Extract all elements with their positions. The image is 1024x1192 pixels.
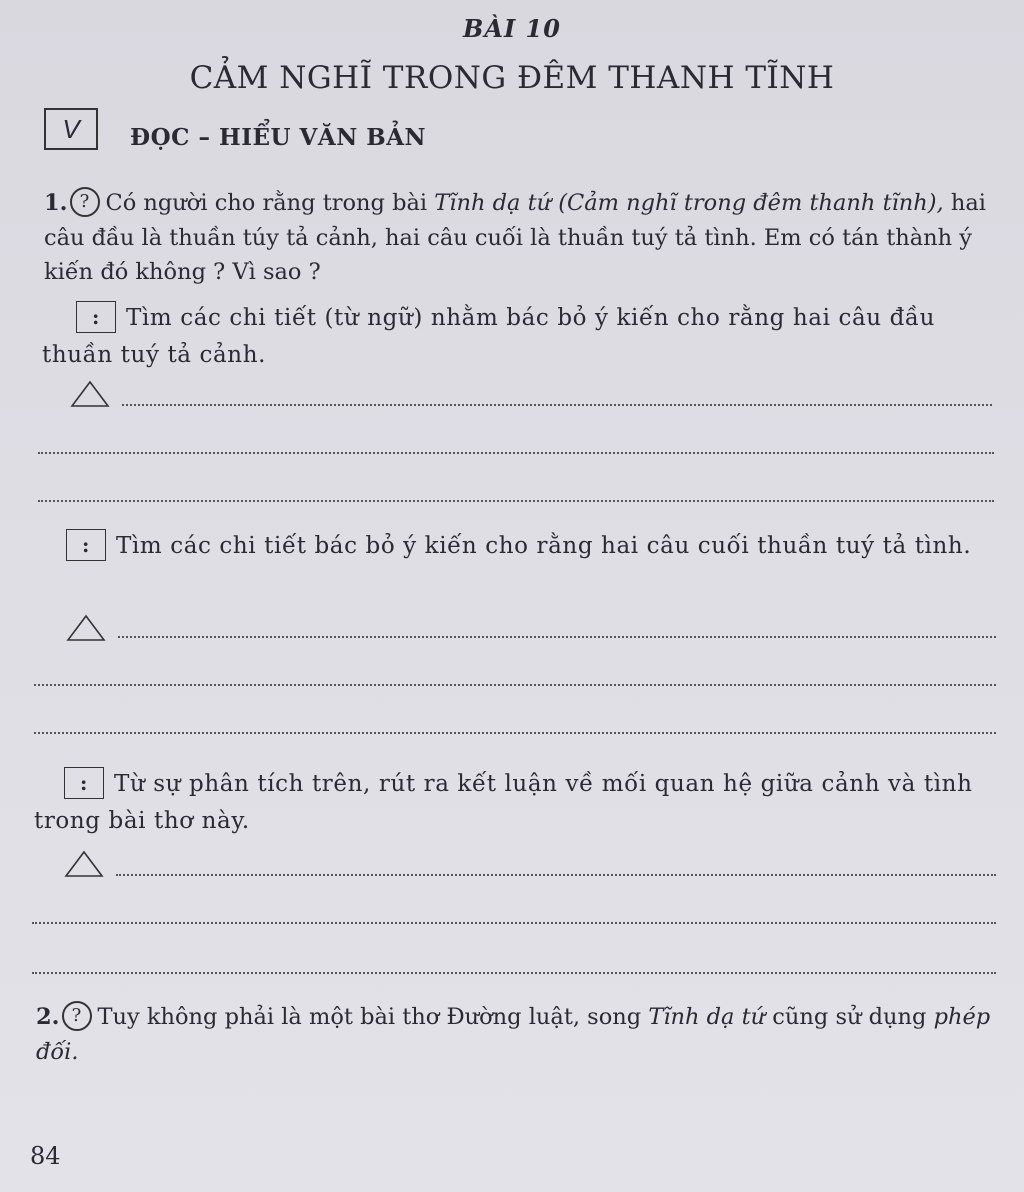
- triangle-icon: [70, 380, 110, 408]
- answer-line[interactable]: [32, 922, 996, 924]
- answer-line[interactable]: [116, 874, 996, 876]
- question-1-text-a: Có người cho rằng trong bài: [105, 190, 435, 216]
- answer-line[interactable]: [118, 636, 996, 638]
- answer-line[interactable]: [38, 500, 994, 502]
- colon-box-icon: :: [76, 301, 116, 333]
- lesson-title: CẢM NGHĨ TRONG ĐÊM THANH TĨNH: [189, 60, 835, 96]
- subtask-1: [42, 300, 992, 373]
- question-2-text-a: Tuy không phải là một bài thơ Đường luật, song: [97, 1004, 649, 1030]
- triangle-icon: [64, 850, 104, 878]
- colon-box-icon: :: [64, 767, 104, 799]
- question-1-text-b: hai câu đầu là thuần túy tả cảnh, hai câu cuối là thuần tuý tả tình. Em có tán thành ý kiến đó không ? Vì sao ?: [44, 190, 986, 285]
- answer-line[interactable]: [34, 684, 996, 686]
- answer-line[interactable]: [122, 404, 992, 406]
- question-2-number: 2.: [36, 1004, 60, 1030]
- subtask-2: [38, 528, 996, 565]
- question-2-italic-a: Tĩnh dạ tứ: [648, 1004, 766, 1030]
- triangle-icon: [66, 614, 106, 642]
- page-number: 84: [30, 1142, 61, 1170]
- subtask-3-text: Từ sự phân tích trên, rút ra kết luận về mối quan hệ giữa cảnh và tình trong bài thơ này.: [34, 771, 973, 834]
- lesson-number: BÀI 10: [463, 14, 561, 43]
- subtask-2-text: Tìm các chi tiết bác bỏ ý kiến cho rằng hai câu cuối thuần tuý tả tình.: [116, 533, 972, 559]
- subtask-3: [34, 766, 996, 839]
- colon-box-icon: :: [66, 529, 106, 561]
- question-1-number: 1.: [44, 190, 68, 216]
- answer-line[interactable]: [38, 452, 994, 454]
- question-2-text-b: cũng sử dụng: [765, 1004, 934, 1030]
- section-roman-numeral: V: [44, 108, 98, 150]
- question-1-italic: Tĩnh dạ tứ (Cảm nghĩ trong đêm thanh tĩnh),: [434, 190, 944, 216]
- subtask-1-text: Tìm các chi tiết (từ ngữ) nhằm bác bỏ ý kiến cho rằng hai câu đầu thuần tuý tả cảnh.: [42, 305, 936, 368]
- question-2-italic-b: phép đối.: [36, 1004, 991, 1065]
- answer-line[interactable]: [32, 972, 996, 974]
- question-1: [44, 186, 994, 289]
- question-icon: ?: [70, 187, 100, 217]
- question-icon: ?: [62, 1001, 92, 1031]
- answer-line[interactable]: [34, 732, 996, 734]
- section-title: ĐỌC – HIỂU VĂN BẢN: [130, 124, 427, 151]
- question-2: [36, 1000, 996, 1069]
